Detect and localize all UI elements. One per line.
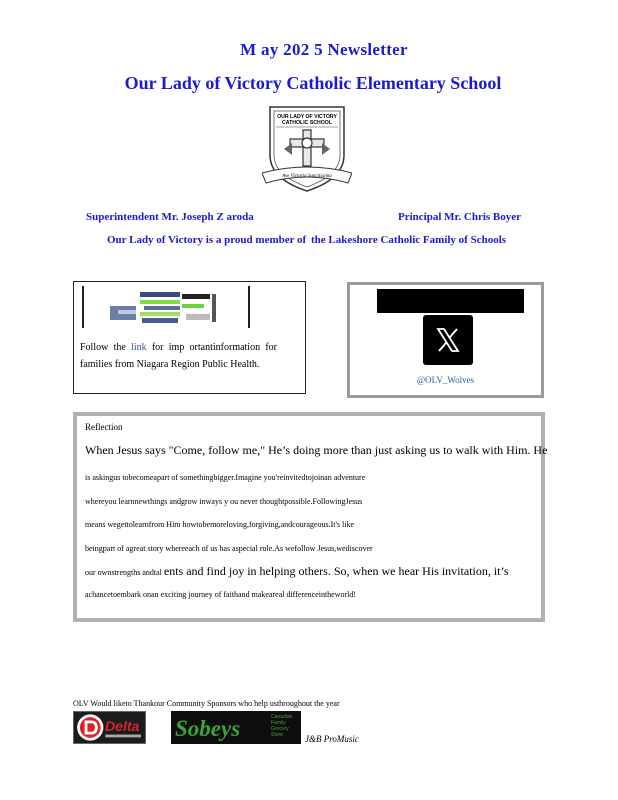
reflection-line-1: When Jesus says "Come, follow me," He’s doing more than just asking us to walk with Him. He	[85, 443, 548, 457]
principal-name: Principal Mr. Chris Boyer	[398, 211, 522, 223]
reflection-line-5: beingpart of agreat story whereeach of us has aspecial role.As wefollow Jesus,wediscover	[85, 544, 373, 553]
reflection-box	[73, 412, 548, 622]
superintendent-name: Superintendent Mr. Joseph Z aroda	[86, 211, 254, 223]
reflection-line-4: means wegettolearnfrom Him howtobemoreloving,forgiving,andcourageous.It's like	[85, 520, 355, 529]
reflection-line-2: is askingus tobecomeapart of somethingbigger.Imagine you'reinvitedtojoinan adventure	[85, 473, 366, 482]
crest-text-line2: CATHOLIC SCHOOL	[281, 120, 333, 126]
public-health-box	[73, 281, 306, 394]
public-health-link[interactable]: link	[131, 342, 147, 353]
delta-sponsor-logo[interactable]	[73, 711, 146, 744]
health-text-end: for imp ortantinformation for families from Niagara Region Public Health.	[80, 342, 277, 370]
sobeys-sponsor-logo[interactable]	[171, 711, 301, 744]
crest-text-line1: OUR LADY OF VICTORY	[277, 114, 337, 120]
jb-promusic-sponsor[interactable]: J&B ProMusic	[305, 734, 359, 744]
delta-name: Delta	[104, 717, 140, 734]
sobeys-name: Sobeys	[175, 716, 241, 741]
newsletter-title: M ay 202 5 Newsletter	[240, 40, 408, 59]
reflection-line-6	[85, 564, 509, 579]
school-crest-logo	[262, 103, 352, 195]
crest-banner-text: Ave Victoria Sanctissima	[282, 174, 332, 179]
reflection-label: Reflection	[85, 422, 123, 432]
x-logo-icon[interactable]	[423, 315, 473, 365]
sponsor-thanks: OLV Would liketo Thankour Community Sponsors who help usthroughout the year	[73, 699, 340, 708]
sobeys-tagline: Canadian Family Grocery Store	[271, 714, 293, 738]
public-health-logo[interactable]	[82, 286, 250, 328]
member-statement-part1: Our Lady of Victory is a proud member of	[107, 234, 307, 246]
public-health-text	[80, 339, 277, 373]
reflection-line-6-small: our ownstrengths andtal	[85, 568, 162, 577]
health-text-start: Follow the	[80, 342, 132, 353]
social-handle[interactable]: @OLV_Wolves	[416, 375, 475, 385]
school-name: Our Lady of Victory Catholic Elementary School	[124, 73, 502, 93]
reflection-line-7: achancetoembark onan exciting journey of faithand makeareal differenceintheworld!	[85, 590, 357, 599]
redacted-bar	[377, 289, 524, 313]
reflection-line-3: whereyou learnnewthings andgrow inways y ou never thoughtpossible.FollowingJesus	[85, 497, 363, 506]
reflection-line-6-large: ents and find joy in helping others. So, when we hear His invitation, it’s	[163, 564, 509, 578]
social-media-box	[347, 282, 544, 398]
member-statement-part2: the Lakeshore Catholic Family of Schools	[311, 234, 507, 246]
